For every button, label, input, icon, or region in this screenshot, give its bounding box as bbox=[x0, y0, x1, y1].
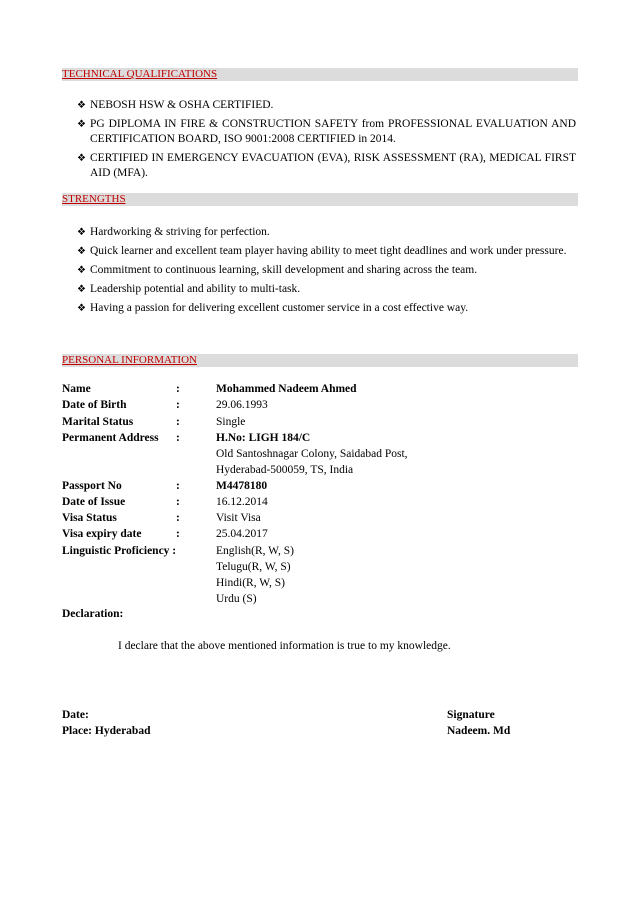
language-item: Urdu (S) bbox=[216, 593, 257, 605]
issue-row: Date of Issue : 16.12.2014 bbox=[62, 496, 268, 508]
address-row: Permanent Address : H.No: LIGH 184/C bbox=[62, 432, 311, 444]
technical-qualifications-list bbox=[77, 98, 576, 185]
list-item: ❖ PG DIPLOMA IN FIRE & CONSTRUCTION SAFETY from PROFESSIONAL EVALUATION AND CERTIFICATION BOARD, ISO 9001:2008 CERTIFIED in 2014. bbox=[77, 118, 576, 145]
list-item: ❖ NEBOSH HSW & OSHA CERTIFIED. bbox=[77, 99, 274, 111]
diamond-bullet-icon: ❖ bbox=[77, 153, 86, 164]
dob-row: Date of Birth : 29.06.1993 bbox=[62, 399, 268, 411]
list-item: ❖ Hardworking & striving for perfection. bbox=[77, 226, 270, 238]
date-label: Date: bbox=[62, 709, 89, 721]
place-label: Place: Hyderabad bbox=[62, 725, 151, 737]
technical-qualifications-heading bbox=[62, 68, 578, 81]
diamond-bullet-icon: ❖ bbox=[77, 303, 86, 314]
signature-label: Signature bbox=[447, 709, 495, 721]
visa-expiry-row: Visa expiry date : 25.04.2017 bbox=[62, 528, 268, 540]
diamond-bullet-icon: ❖ bbox=[77, 100, 86, 111]
marital-row: Marital Status : Single bbox=[62, 416, 246, 428]
technical-qualifications-title: TECHNICAL QUALIFICATIONS bbox=[62, 68, 218, 80]
diamond-bullet-icon: ❖ bbox=[77, 284, 86, 295]
strengths-title: STRENGTHS bbox=[62, 193, 126, 205]
list-item: ❖ Leadership potential and ability to multi-task. bbox=[77, 283, 301, 295]
declaration-title: Declaration: bbox=[62, 608, 124, 620]
signature-name: Nadeem. Md bbox=[447, 725, 511, 737]
declaration-text: I declare that the above mentioned information is true to my knowledge. bbox=[118, 640, 451, 652]
language-item: Telugu(R, W, S) bbox=[216, 561, 291, 573]
diamond-bullet-icon: ❖ bbox=[77, 265, 86, 276]
personal-information-heading bbox=[62, 354, 578, 367]
passport-row: Passport No : M4478180 bbox=[62, 480, 268, 492]
diamond-bullet-icon: ❖ bbox=[77, 227, 86, 238]
list-item: ❖ CERTIFIED IN EMERGENCY EVACUATION (EVA), RISK ASSESSMENT (RA), MEDICAL FIRST AID (MFA). bbox=[77, 152, 576, 179]
address-line-3: Hyderabad-500059, TS, India bbox=[216, 464, 354, 476]
list-item: ❖ Quick learner and excellent team player having ability to meet tight deadlines and work under pressure. bbox=[77, 245, 567, 257]
strengths-heading bbox=[62, 193, 578, 206]
list-item: ❖ Having a passion for delivering excellent customer service in a cost effective way. bbox=[77, 302, 469, 314]
name-value: Mohammed Nadeem Ahmed bbox=[216, 383, 357, 395]
diamond-bullet-icon: ❖ bbox=[77, 246, 86, 257]
address-line-2: Old Santoshnagar Colony, Saidabad Post, bbox=[216, 448, 408, 460]
language-item: Hindi(R, W, S) bbox=[216, 577, 286, 589]
strengths-list bbox=[77, 225, 576, 320]
linguistic-row: Linguistic Proficiency : English(R, W, S) bbox=[62, 545, 294, 557]
personal-information-title: PERSONAL INFORMATION bbox=[62, 354, 197, 366]
name-row: Name : Mohammed Nadeem Ahmed bbox=[62, 383, 357, 395]
diamond-bullet-icon: ❖ bbox=[77, 119, 86, 130]
visa-status-row: Visa Status : Visit Visa bbox=[62, 512, 261, 524]
list-item: ❖ Commitment to continuous learning, skill development and sharing across the team. bbox=[77, 264, 478, 276]
